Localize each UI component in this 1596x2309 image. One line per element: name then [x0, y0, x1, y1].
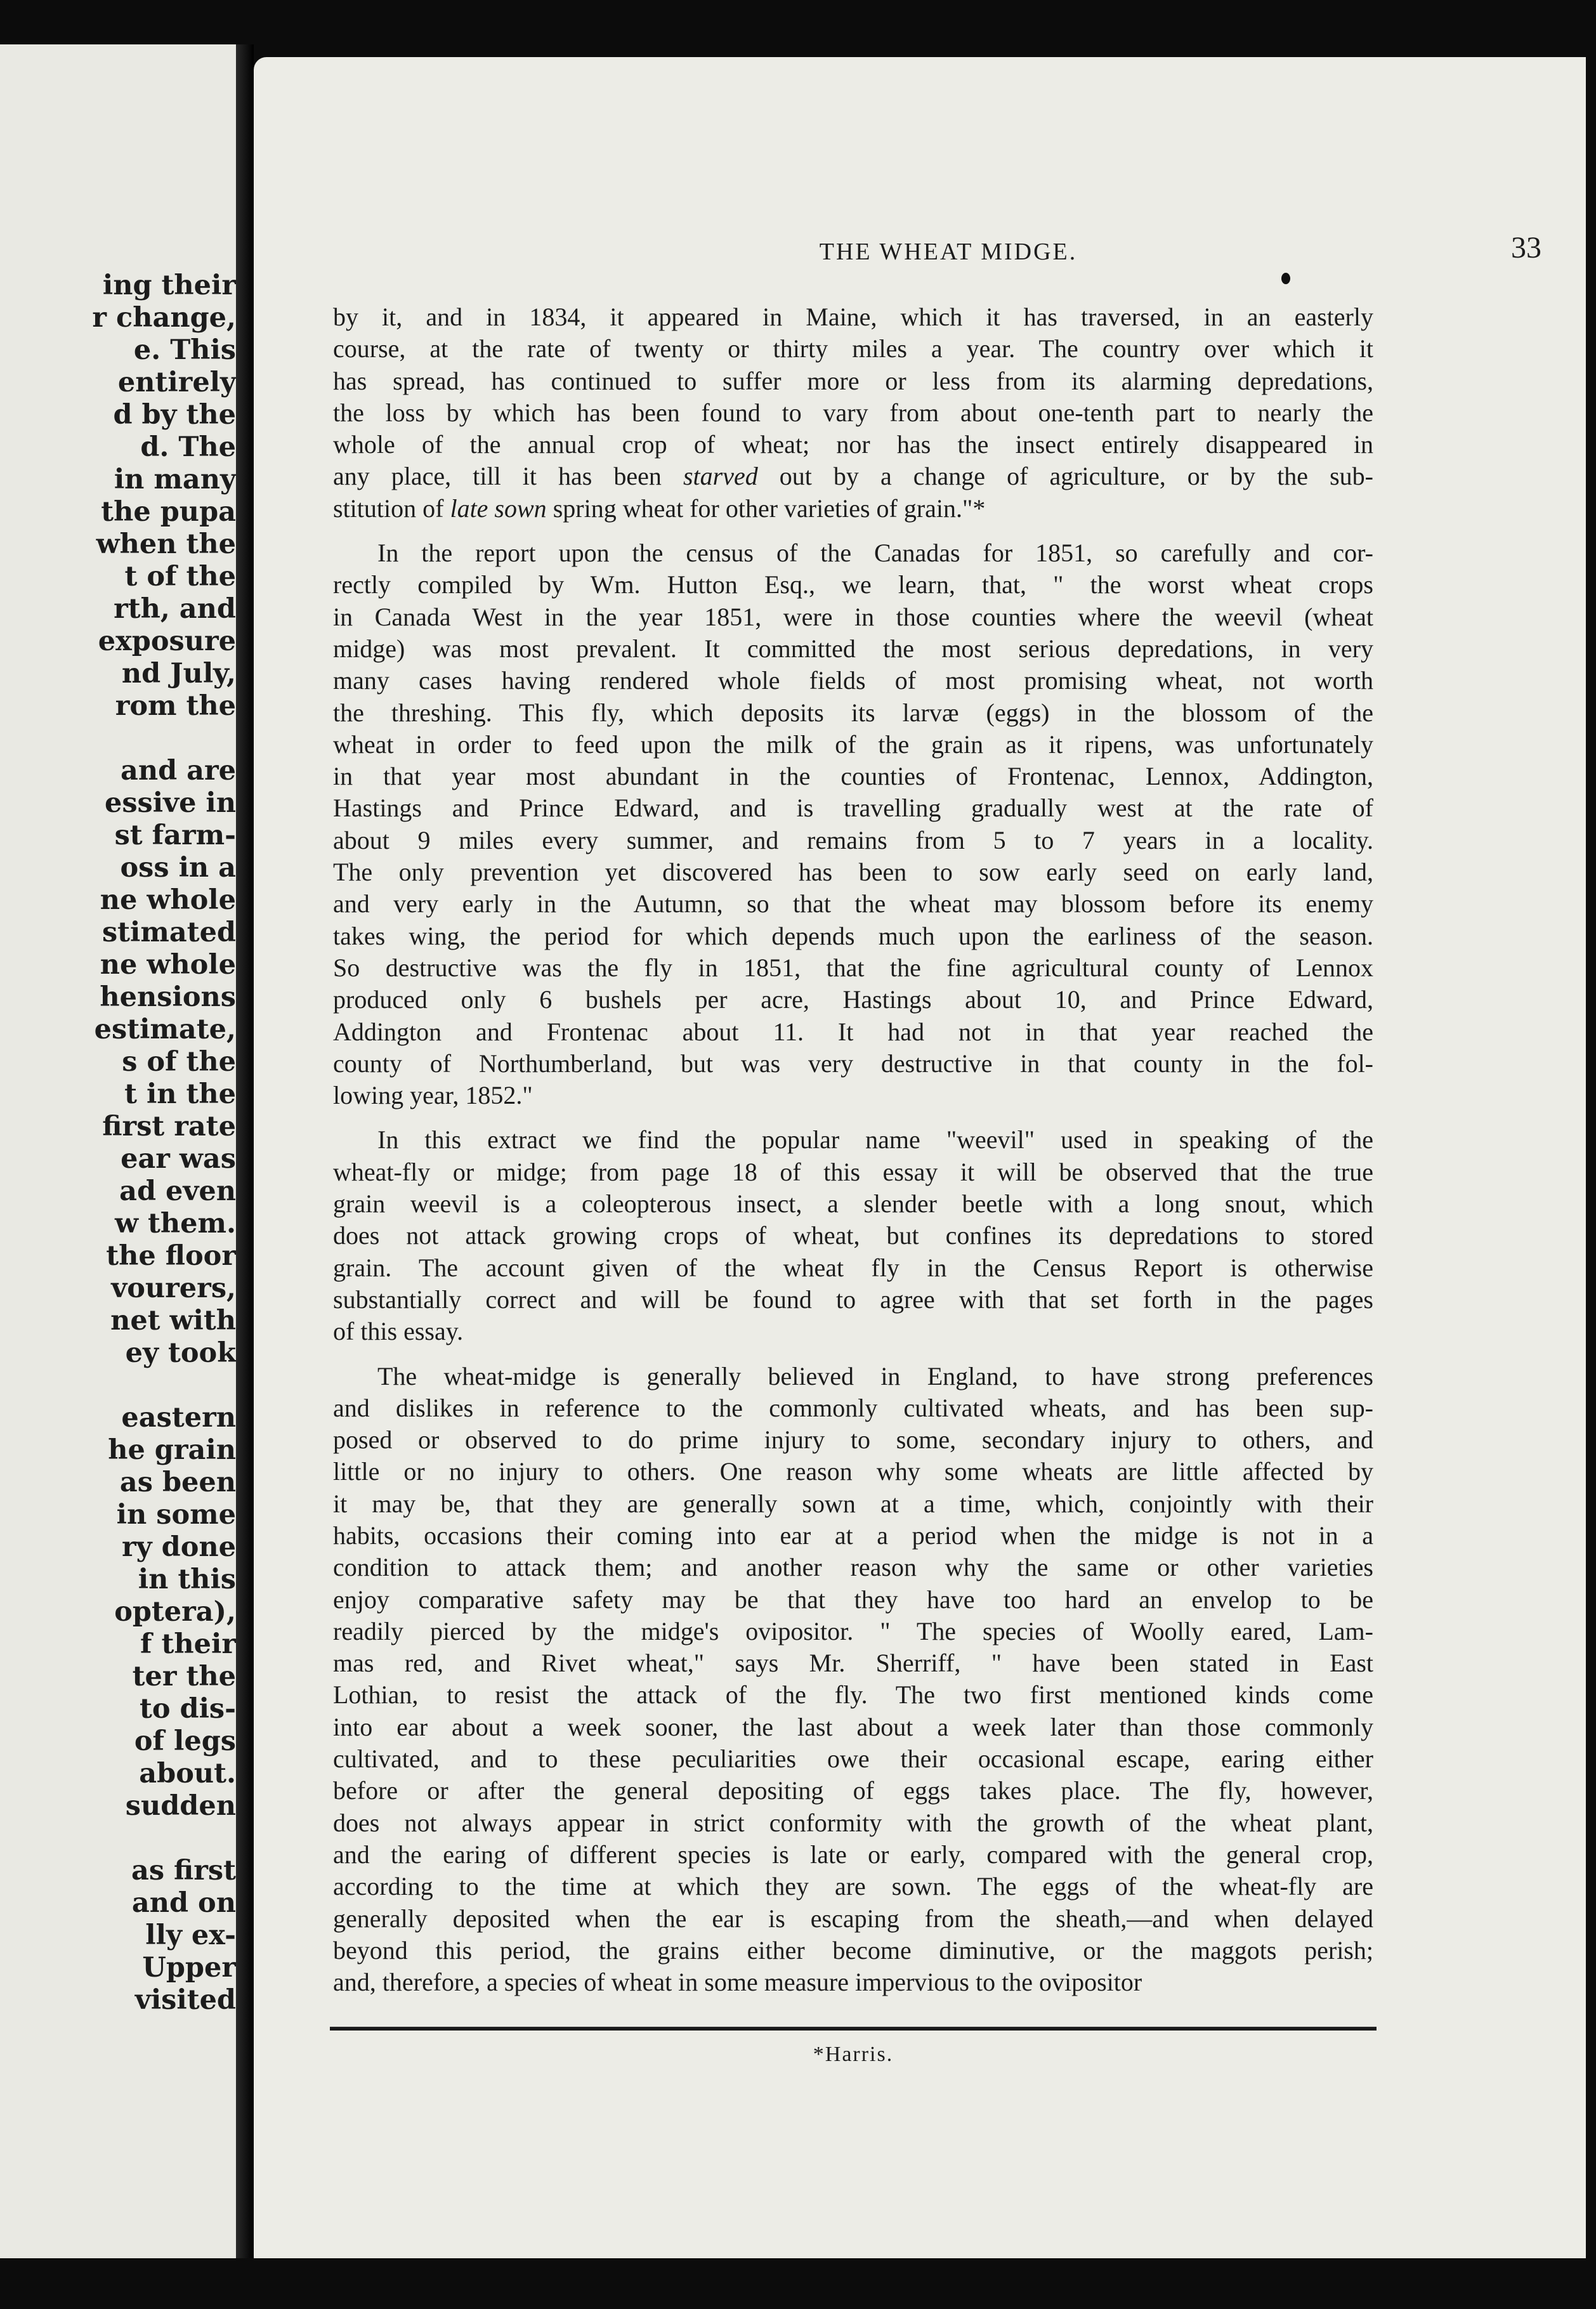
text-line: Lothian, to resist the attack of the fly. The two first mentioned kinds come — [333, 1680, 1373, 1710]
text-line: before or after the general depositing of eggs takes place. The fly, however, — [333, 1776, 1373, 1805]
facing-page-fragment — [0, 44, 236, 2258]
text-line: Hastings and Prince Edward, and is travelling gradually west at the rate of — [333, 794, 1373, 823]
facing-page-line: about. — [139, 1758, 236, 1789]
facing-page-line: in some — [116, 1499, 236, 1531]
facing-page-line: in many — [114, 464, 236, 495]
text-line: course, at the rate of twenty or thirty miles a year. The country over which it — [333, 334, 1373, 363]
facing-page-line: ry done — [122, 1531, 236, 1563]
text-line: takes wing, the period for which depends much upon the earliness of the season. — [333, 921, 1373, 950]
text-line: substantially correct and will be found to agree with that set forth in the pages — [333, 1285, 1373, 1314]
text-line: about 9 miles every summer, and remains from 5 to 7 years in a locality. — [333, 825, 1373, 854]
facing-page-line: vourers, — [111, 1272, 236, 1304]
facing-page-line: optera), — [114, 1596, 236, 1628]
facing-page-line: nd July, — [121, 658, 236, 690]
page-number: 33 — [1511, 231, 1541, 265]
text-line: Addington and Frontenac about 11. It had not in that year reached the — [333, 1017, 1373, 1046]
facing-page-line: essive in — [104, 787, 236, 819]
text-line: in that year most abundant in the counties of Frontenac, Lennox, Addington, — [333, 762, 1373, 791]
facing-page-line — [0, 1370, 236, 1402]
facing-page-line: he grain — [108, 1434, 236, 1466]
footnote: *Harris. — [813, 2043, 894, 2066]
facing-page-lines — [0, 270, 236, 2017]
facing-page-line: d by the — [113, 399, 236, 431]
text-line: readily pierced by the midge's ovipositor. " The species of Woolly eared, Lam- — [333, 1616, 1373, 1645]
text-line: and very early in the Autumn, so that the wheat may blossom before its enemy — [333, 889, 1373, 919]
text-line: produced only 6 bushels per acre, Hastings about 10, and Prince Edward, — [333, 985, 1373, 1014]
text-line: cultivated, and to these peculiarities owe their occasional escape, earing either — [333, 1744, 1373, 1774]
facing-page-line: net with — [110, 1305, 236, 1337]
facing-page-line: the pupa — [101, 496, 236, 528]
text-line: rectly compiled by Wm. Hutton Esq., we learn, that, " the worst wheat crops — [333, 570, 1373, 599]
facing-page-line: entirely — [117, 367, 236, 398]
text-line: whole of the annual crop of wheat; nor has the insect entirely disappeared in — [333, 430, 1373, 459]
facing-page-line: w them. — [115, 1208, 236, 1240]
facing-page-line: Upper — [142, 1952, 236, 1984]
facing-page-line: and on — [131, 1887, 236, 1919]
facing-page-line: of legs — [134, 1725, 236, 1757]
facing-page-line: t of the — [124, 561, 236, 592]
text-line: the loss by which has been found to vary from about one-tenth part to nearly the — [333, 398, 1373, 427]
facing-page-line: as first — [131, 1855, 236, 1887]
facing-page-line: visited — [134, 1984, 236, 2016]
facing-page-line: d. The — [140, 431, 236, 463]
text-line: In this extract we find the popular name "weevil" used in speaking of the — [377, 1125, 1373, 1154]
facing-page-line: t in the — [124, 1078, 236, 1110]
text-line: in Canada West in the year 1851, were in those counties where the weevil (wheat — [333, 602, 1373, 631]
text-line: it may be, that they are generally sown at a time, which, conjointly with their — [333, 1489, 1373, 1518]
facing-page-line: when the — [96, 528, 236, 560]
facing-page-line: lly ex- — [145, 1920, 236, 1951]
text-line: habits, occasions their coming into ear at a period when the midge is not in a — [333, 1521, 1373, 1550]
text-line: stitution of late sown spring wheat for other varieties of grain."* — [333, 494, 986, 523]
text-line: little or no injury to others. One reason why some wheats are little affected by — [333, 1457, 1373, 1486]
text-line: by it, and in 1834, it appeared in Maine, which it has traversed, in an easterly — [333, 303, 1373, 331]
text-line: any place, till it has been starved out by a change of agriculture, or by the sub- — [333, 462, 1374, 491]
facing-page-line: ad even — [119, 1175, 236, 1207]
text-line: The only prevention yet discovered has been to sow early seed on early land, — [333, 858, 1373, 887]
text-line: and dislikes in reference to the commonly cultivated wheats, and has been sup- — [333, 1393, 1373, 1422]
paragraph — [333, 301, 1373, 525]
book-page — [254, 57, 1586, 2258]
text-line: according to the time at which they are sown. The eggs of the wheat-fly are — [333, 1872, 1373, 1901]
facing-page-line: ne whole — [100, 884, 236, 916]
ink-dot — [1281, 273, 1290, 284]
facing-page-line: to dis- — [140, 1693, 236, 1725]
page-header — [333, 231, 1564, 282]
text-line: does not always appear in strict conformity with the growth of the wheat plant, — [333, 1808, 1373, 1837]
text-line: condition to attack them; and another reason why the same or other varieties — [333, 1553, 1373, 1582]
facing-page-line: first rate — [102, 1111, 236, 1142]
text-line: does not attack growing crops of wheat, but confines its depredations to stored — [333, 1221, 1373, 1250]
book-gutter — [236, 44, 254, 2258]
facing-page-line: the floor — [106, 1240, 236, 1272]
facing-page-line: in this — [138, 1564, 236, 1595]
facing-page-line: f their — [140, 1628, 236, 1660]
text-line: mas red, and Rivet wheat," says Mr. Sherriff, " have been stated in East — [333, 1649, 1373, 1678]
footnote-rule — [330, 2027, 1377, 2031]
text-line: midge) was most prevalent. It committed the most serious depredations, in very — [333, 634, 1373, 663]
text-line: lowing year, 1852." — [333, 1081, 533, 1110]
text-line: county of Northumberland, but was very destructive in that county in the fol- — [333, 1049, 1373, 1078]
facing-page-line: ing their — [102, 270, 236, 301]
facing-page-line: eastern — [121, 1402, 236, 1434]
facing-page-line: ter the — [132, 1661, 236, 1692]
facing-page-line: as been — [119, 1467, 236, 1498]
text-line: In the report upon the census of the Canadas for 1851, so carefully and cor- — [377, 539, 1373, 568]
facing-page-line: oss in a — [120, 852, 236, 884]
facing-page-line — [0, 723, 236, 755]
text-line: grain. The account given of the wheat fly in the Census Report is otherwise — [333, 1253, 1373, 1282]
text-line: wheat-fly or midge; from page 18 of this essay it will be observed that the true — [333, 1157, 1373, 1186]
facing-page-line: stimated — [101, 917, 236, 948]
body-text — [333, 301, 1373, 2011]
facing-page-line: r change, — [92, 302, 236, 334]
facing-page-line: ey took — [125, 1337, 236, 1369]
text-line: many cases having rendered whole fields of most promising wheat, not worth — [333, 666, 1373, 695]
facing-page-line: s of the — [122, 1046, 236, 1078]
facing-page-line: st farm- — [114, 820, 236, 851]
text-line: enjoy comparative safety may be that they have too hard an envelop to be — [333, 1585, 1373, 1614]
text-line: of this essay. — [333, 1317, 464, 1346]
facing-page-line: estimate, — [94, 1014, 236, 1045]
text-line: the threshing. This fly, which deposits its larvæ (eggs) in the blossom of the — [333, 698, 1373, 727]
text-line: and, therefore, a species of wheat in some measure impervious to the ovipositor — [333, 1968, 1142, 1997]
running-title: THE WHEAT MIDGE. — [819, 239, 1078, 265]
facing-page-line: exposure — [98, 625, 236, 657]
text-line: has spread, has continued to suffer more or less from its alarming depredations, — [333, 366, 1373, 395]
text-line: The wheat-midge is generally believed in England, to have strong preferences — [377, 1361, 1373, 1390]
text-line: into ear about a week sooner, the last about a week later than those commonly — [333, 1712, 1373, 1741]
text-line: wheat in order to feed upon the milk of the grain as it ripens, was unfortunately — [333, 729, 1373, 759]
facing-page-line: rom the — [115, 690, 236, 722]
facing-page-line — [0, 1822, 236, 1855]
paragraph — [333, 537, 1373, 1111]
text-line: and the earing of different species is late or early, compared with the general crop, — [333, 1840, 1373, 1869]
facing-page-line: ne whole — [100, 949, 236, 981]
text-line: So destructive was the fly in 1851, that the fine agricultural county of Lennox — [333, 953, 1373, 982]
facing-page-line: and are — [120, 755, 236, 787]
facing-page-line: e. This — [133, 334, 236, 366]
paragraph — [333, 1124, 1373, 1347]
paragraph — [333, 1361, 1373, 1999]
facing-page-line: sudden — [125, 1790, 236, 1822]
text-line: grain weevil is a coleopterous insect, a slender beetle with a long snout, which — [333, 1189, 1373, 1219]
text-line: beyond this period, the grains either become diminutive, or the maggots perish; — [333, 1935, 1373, 1965]
facing-page-line: hensions — [100, 981, 236, 1013]
text-line: generally deposited when the ear is escaping from the sheath,—and when delayed — [333, 1904, 1373, 1933]
facing-page-line: ear was — [121, 1143, 236, 1175]
text-line: posed or observed to do prime injury to some, secondary injury to others, and — [333, 1425, 1373, 1455]
facing-page-line: rth, and — [114, 593, 236, 625]
